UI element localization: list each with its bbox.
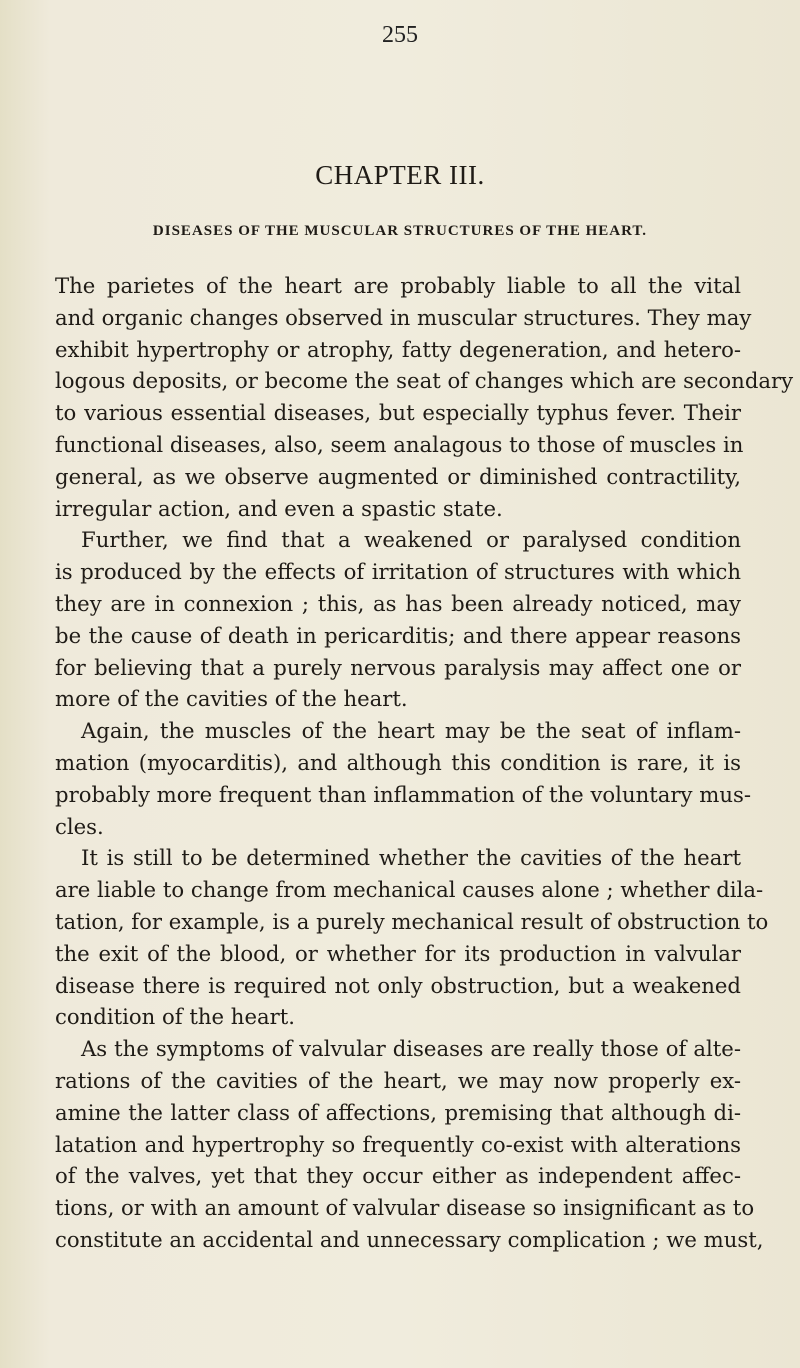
chapter-subtitle: DISEASES OF THE MUSCULAR STRUCTURES OF THE HEART. xyxy=(152,223,648,239)
text-line: are liable to change from mechanical causes alone ; whether dila- xyxy=(55,877,764,903)
text-line: The parietes of the heart are probably liable to all the vital xyxy=(55,273,741,298)
text-line: constitute an accidental and unnecessary complication ; we must, xyxy=(55,1226,764,1252)
text-line: logous deposits, or become the seat of changes which are secondary xyxy=(55,368,794,394)
text-line: mation (myocarditis), and although this condition is rare, it is xyxy=(55,749,741,775)
text-line: As the symptoms of valvular diseases are really those of alte- xyxy=(81,1036,741,1062)
text-line: to various essential diseases, but especially typhus fever. Their xyxy=(55,400,741,426)
text-line: functional diseases, also, seem analagous to those of muscles in xyxy=(55,431,744,457)
text-line: rations of the cavities of the heart, we may now properly ex- xyxy=(55,1067,741,1093)
text-line: tions, or with an amount of valvular disease so insignificant as to xyxy=(55,1195,755,1221)
text-line: disease there is required not only obstruction, but a weakened xyxy=(55,972,741,998)
chapter-title: CHAPTER III. xyxy=(315,160,485,190)
text-line: Again, the muscles of the heart may be the seat of inflam- xyxy=(81,718,741,744)
text-line: they are in connexion ; this, as has been already noticed, may xyxy=(55,590,741,616)
text-line: It is still to be determined whether the cavities of the heart xyxy=(81,845,741,871)
text-line: more of the cavities of the heart. xyxy=(55,686,408,712)
text-line: latation and hypertrophy so frequently co-exist with alterations xyxy=(55,1131,741,1157)
text-line: tation, for example, is a purely mechanical result of obstruction to xyxy=(55,908,769,934)
text-line: irregular action, and even a spastic state. xyxy=(55,495,503,521)
text-line: general, as we observe augmented or diminished contractility, xyxy=(55,463,741,489)
body-text xyxy=(55,270,794,1256)
text-line: amine the latter class of affections, premising that although di- xyxy=(55,1099,741,1125)
text-line: Further, we find that a weakened or paralysed condition xyxy=(81,527,741,553)
text-line: be the cause of death in pericarditis; and there appear reasons xyxy=(55,622,741,648)
text-line: of the valves, yet that they occur either as independent affec- xyxy=(55,1163,741,1189)
text-line: the exit of the blood, or whether for its production in valvular xyxy=(55,940,741,966)
text-line: cles. xyxy=(55,813,104,839)
text-line: condition of the heart. xyxy=(55,1004,295,1030)
page-number: 255 xyxy=(382,22,418,48)
text-line: exhibit hypertrophy or atrophy, fatty degeneration, and hetero- xyxy=(55,336,741,362)
text-line: and organic changes observed in muscular structures. They may xyxy=(55,304,752,330)
text-line: probably more frequent than inflammation of the voluntary mus- xyxy=(55,781,751,807)
text-line: is produced by the effects of irritation of structures with which xyxy=(55,559,741,585)
text-line: for believing that a purely nervous paralysis may affect one or xyxy=(55,654,741,680)
